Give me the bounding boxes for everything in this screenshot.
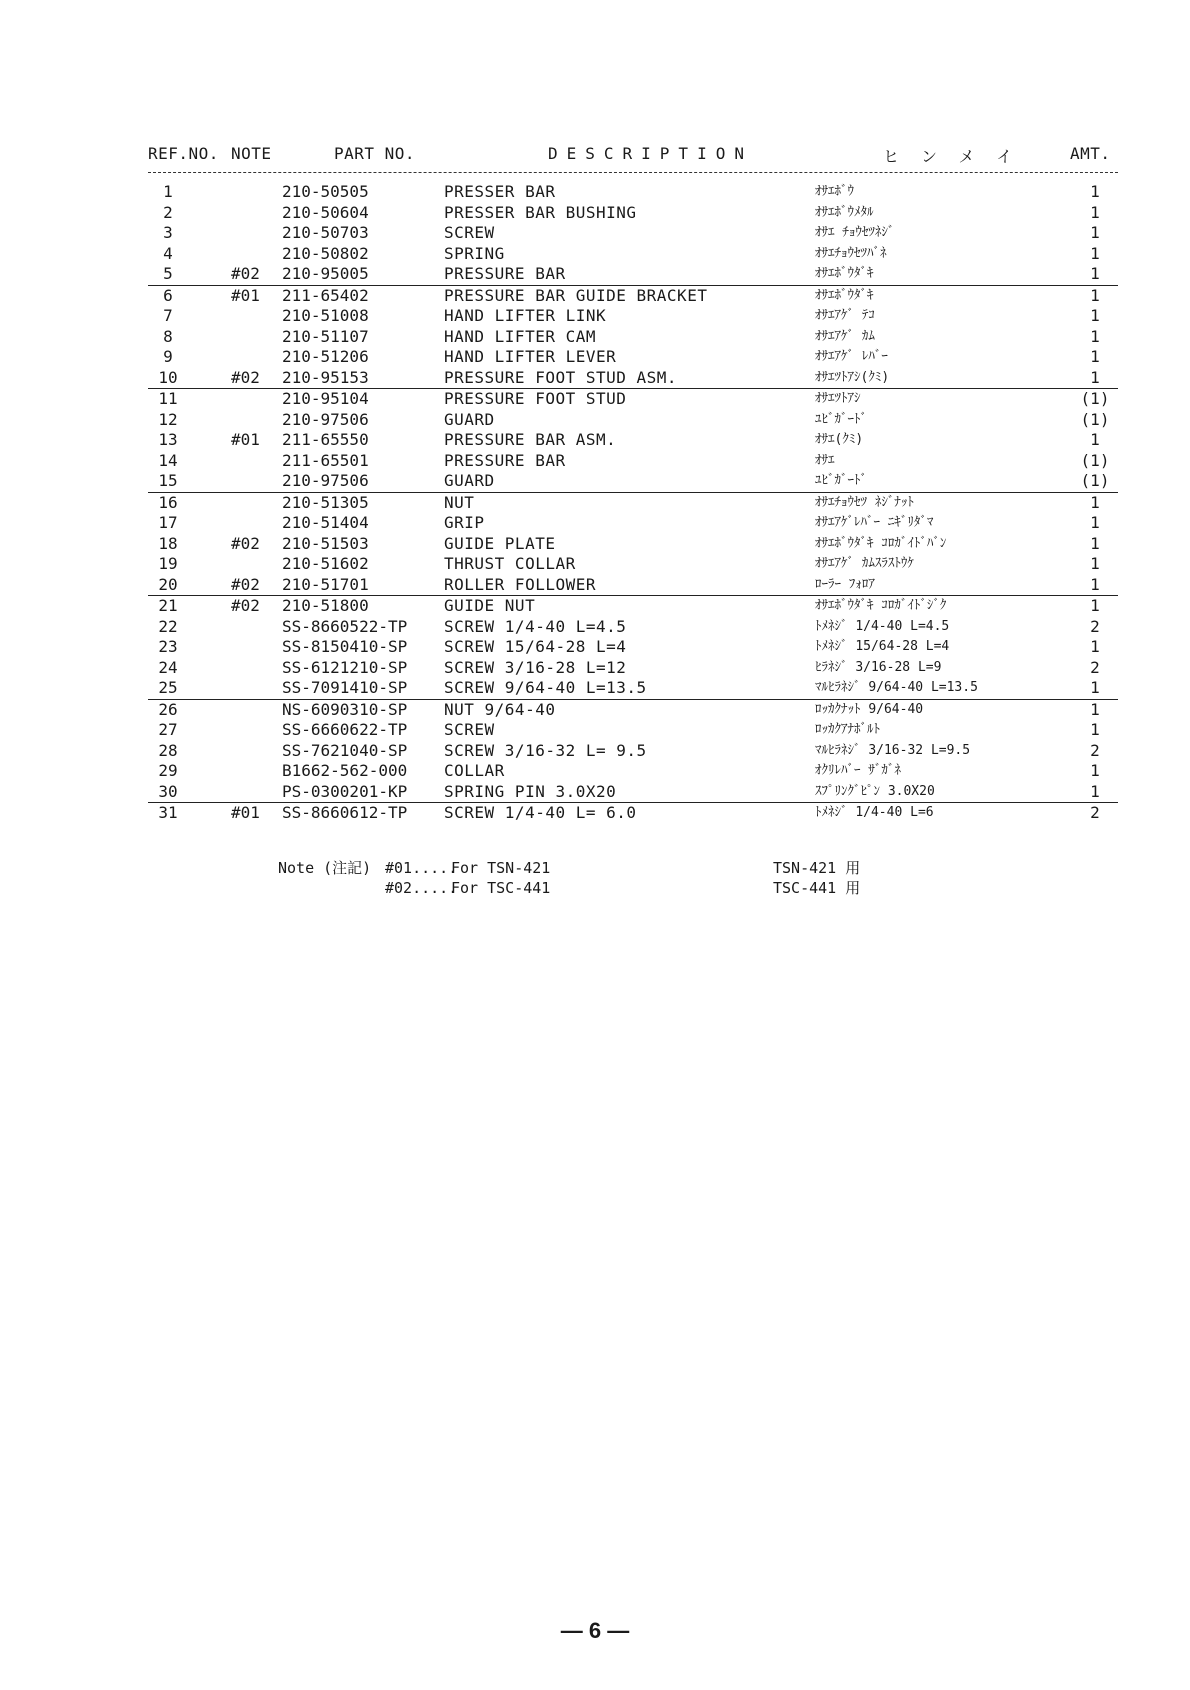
table-row — [148, 637, 1118, 658]
cell-name-kana: ｵｻｴﾎﾞｳﾒﾀﾙ — [815, 204, 874, 220]
cell-name-kana: ｵｻｴｱｹﾞ ｶﾑ — [815, 328, 875, 344]
cell-description: GUIDE PLATE — [444, 533, 556, 553]
table-row — [148, 286, 1118, 307]
cell-ref-no: 22 — [158, 616, 178, 636]
note-02-code: #02..... — [385, 879, 458, 897]
table-row — [148, 203, 1118, 224]
note-02-text: For TSC-441 — [451, 879, 551, 897]
cell-description: SPRING PIN 3.0X20 — [444, 781, 617, 801]
cell-amount: 1 — [1090, 347, 1100, 366]
cell-amount: (1) — [1080, 471, 1110, 490]
cell-name-kana: ﾛｰﾗｰ ﾌｫﾛｱ — [815, 576, 875, 592]
cell-description: GRIP — [444, 513, 485, 532]
cell-amount: 1 — [1090, 306, 1100, 325]
cell-ref-no: 16 — [158, 492, 178, 512]
cell-note: #02 — [231, 574, 260, 594]
cell-note: #02 — [231, 596, 260, 615]
cell-description: PRESSER BAR BUSHING — [444, 202, 637, 222]
cell-part-no: 210-51008 — [282, 306, 369, 325]
cell-ref-no: 27 — [158, 720, 178, 739]
cell-note: #01 — [231, 803, 260, 822]
cell-name-kana: ﾏﾙﾋﾗﾈｼﾞ 9/64-40 L=13.5 — [815, 680, 978, 695]
cell-amount: 1 — [1090, 781, 1100, 801]
cell-part-no: SS-6121210-SP — [282, 657, 408, 677]
cell-description: SPRING — [444, 243, 505, 263]
cell-ref-no: 2 — [163, 202, 173, 222]
cell-name-kana: ﾛｯｶｸﾅｯﾄ 9/64-40 — [815, 701, 924, 717]
cell-amount: (1) — [1080, 450, 1110, 470]
cell-note: #02 — [231, 264, 260, 283]
table-row — [148, 554, 1118, 575]
cell-amount: 1 — [1090, 285, 1100, 305]
notes-label: Note (注記) — [278, 859, 372, 877]
cell-name-kana: ﾋﾗﾈｼﾞ 3/16-28 L=9 — [815, 659, 942, 675]
cell-name-kana: ｵｻｴﾎﾞｳ — [815, 184, 854, 199]
cell-name-kana: ﾏﾙﾋﾗﾈｼﾞ 3/16-32 L=9.5 — [815, 742, 971, 758]
cell-ref-no: 10 — [158, 367, 178, 387]
table-row — [148, 720, 1118, 741]
cell-description: PRESSURE BAR — [444, 450, 566, 470]
cell-name-kana: ｵｸﾘﾚﾊﾞｰ ｻﾞｶﾞﾈ — [815, 763, 901, 778]
cell-amount: 1 — [1090, 430, 1100, 449]
cell-name-kana: ﾄﾒﾈｼﾞ 1/4-40 L=4.5 — [815, 618, 950, 634]
cell-description: ROLLER FOLLOWER — [444, 574, 596, 594]
cell-part-no: 210-50802 — [282, 243, 369, 263]
cell-part-no: 210-51206 — [282, 347, 369, 366]
cell-ref-no: 18 — [158, 533, 178, 553]
cell-ref-no: 28 — [158, 740, 178, 760]
cell-name-kana: ｵｻｴ — [815, 452, 835, 468]
cell-ref-no: 20 — [158, 574, 178, 594]
cell-description: GUIDE NUT — [444, 596, 536, 615]
cell-part-no: 211-65501 — [282, 450, 369, 470]
cell-amount: 1 — [1090, 554, 1100, 573]
cell-description: HAND LIFTER LEVER — [444, 347, 617, 366]
cell-name-kana: ｵｻｴﾂﾄｱｼ — [815, 391, 861, 406]
cell-description: SCREW — [444, 720, 495, 739]
cell-amount: 1 — [1090, 533, 1100, 553]
cell-part-no: 210-50703 — [282, 223, 369, 242]
cell-part-no: B1662-562-000 — [282, 761, 408, 780]
cell-description: COLLAR — [444, 761, 505, 780]
cell-name-kana: ﾄﾒﾈｼﾞ 1/4-40 L=6 — [815, 805, 934, 820]
cell-amount: 1 — [1090, 492, 1100, 512]
cell-amount: 1 — [1090, 678, 1100, 697]
cell-part-no: 210-51107 — [282, 326, 369, 346]
cell-name-kana: ﾕﾋﾞｶﾞｰﾄﾞ — [815, 411, 867, 427]
cell-ref-no: 3 — [163, 223, 173, 242]
cell-amount: 1 — [1090, 243, 1100, 263]
cell-ref-no: 12 — [158, 409, 178, 429]
cell-name-kana: ﾄﾒﾈｼﾞ 15/64-28 L=4 — [815, 639, 950, 654]
cell-amount: 1 — [1090, 574, 1100, 594]
cell-name-kana: ｵｻｴ(ｸﾐ) — [815, 432, 864, 447]
cell-part-no: SS-6660622-TP — [282, 720, 408, 739]
cell-name-kana: ｵｻｴﾎﾞｳﾀﾞｷ — [815, 287, 874, 303]
notes-japanese — [773, 858, 860, 898]
cell-part-no: NS-6090310-SP — [282, 699, 408, 719]
cell-part-no: 210-95005 — [282, 264, 369, 283]
cell-amount: 1 — [1090, 761, 1100, 780]
cell-name-kana: ｵｻｴﾂﾄｱｼ(ｸﾐ) — [815, 369, 890, 385]
cell-part-no: 211-65402 — [282, 285, 369, 305]
cell-ref-no: 5 — [163, 264, 173, 283]
cell-ref-no: 21 — [158, 596, 178, 615]
cell-part-no: 210-51404 — [282, 513, 369, 532]
table-row — [148, 513, 1118, 534]
cell-part-no: 210-51800 — [282, 596, 369, 615]
header-description: DESCRIPTION — [548, 144, 753, 163]
cell-description: HAND LIFTER CAM — [444, 326, 596, 346]
table-row — [148, 471, 1118, 493]
cell-description: THRUST COLLAR — [444, 554, 576, 573]
cell-ref-no: 1 — [163, 182, 173, 201]
table-row — [148, 493, 1118, 514]
cell-part-no: 211-65550 — [282, 430, 369, 449]
page-number: — 6 — — [560, 1618, 630, 1643]
table-row — [148, 575, 1118, 597]
cell-ref-no: 30 — [158, 781, 178, 801]
cell-amount: 1 — [1090, 223, 1100, 242]
cell-part-no: 210-51503 — [282, 533, 369, 553]
cell-description: SCREW — [444, 223, 495, 242]
cell-part-no: 210-95153 — [282, 367, 369, 387]
cell-amount: 1 — [1090, 720, 1100, 739]
cell-part-no: 210-97506 — [282, 471, 369, 490]
cell-description: NUT 9/64-40 — [444, 699, 556, 719]
cell-description: SCREW 1/4-40 L=4.5 — [444, 616, 627, 636]
table-row — [148, 658, 1118, 679]
cell-description: GUARD — [444, 471, 495, 490]
cell-name-kana: ｵｻｴｱｹﾞ ｶﾑｽﾗｽﾄｳｹ — [815, 556, 914, 571]
table-row — [148, 534, 1118, 555]
table-row — [148, 430, 1118, 451]
cell-part-no: SS-8660522-TP — [282, 616, 408, 636]
table-row — [148, 347, 1118, 368]
cell-name-kana: ｵｻｴﾁｮｳｾﾂ ﾈｼﾞﾅｯﾄ — [815, 494, 914, 510]
cell-amount: 2 — [1090, 657, 1100, 677]
table-row — [148, 244, 1118, 265]
cell-description: PRESSURE BAR ASM. — [444, 430, 617, 449]
cell-description: SCREW 9/64-40 L=13.5 — [444, 678, 647, 697]
cell-note: #01 — [231, 285, 260, 305]
cell-ref-no: 15 — [158, 471, 178, 490]
cell-description: SCREW 3/16-32 L= 9.5 — [444, 740, 647, 760]
table-row — [148, 327, 1118, 348]
table-row — [148, 306, 1118, 327]
cell-ref-no: 26 — [158, 699, 178, 719]
cell-description: PRESSURE FOOT STUD — [444, 389, 627, 408]
cell-amount: 2 — [1090, 803, 1100, 822]
cell-part-no: SS-8150410-SP — [282, 637, 408, 656]
table-row — [148, 368, 1118, 390]
header-note: NOTE — [231, 144, 272, 163]
cell-part-no: 210-97506 — [282, 409, 369, 429]
cell-description: SCREW 1/4-40 L= 6.0 — [444, 803, 637, 822]
cell-ref-no: 29 — [158, 761, 178, 780]
cell-note: #01 — [231, 430, 260, 449]
cell-ref-no: 19 — [158, 554, 178, 573]
cell-ref-no: 17 — [158, 513, 178, 532]
cell-ref-no: 24 — [158, 657, 178, 677]
cell-part-no: SS-8660612-TP — [282, 803, 408, 822]
cell-name-kana: ﾕﾋﾞｶﾞｰﾄﾞ — [815, 473, 867, 488]
cell-amount: 1 — [1090, 264, 1100, 283]
cell-amount: 1 — [1090, 637, 1100, 656]
cell-amount: 2 — [1090, 616, 1100, 636]
cell-part-no: 210-50604 — [282, 202, 369, 222]
cell-part-no: 210-95104 — [282, 389, 369, 408]
table-row — [148, 617, 1118, 638]
cell-amount: 1 — [1090, 367, 1100, 387]
cell-description: PRESSER BAR — [444, 182, 556, 201]
table-row — [148, 596, 1118, 617]
table-row — [148, 389, 1118, 410]
cell-amount: 1 — [1090, 202, 1100, 222]
cell-description: PRESSURE BAR — [444, 264, 566, 283]
cell-description: SCREW 15/64-28 L=4 — [444, 637, 627, 656]
cell-ref-no: 4 — [163, 243, 173, 263]
cell-ref-no: 9 — [163, 347, 173, 366]
table-row — [148, 782, 1118, 804]
cell-ref-no: 8 — [163, 326, 173, 346]
cell-name-kana: ｵｻｴｱｹﾞ ﾃｺ — [815, 308, 875, 323]
cell-ref-no: 31 — [158, 803, 178, 822]
cell-description: PRESSURE FOOT STUD ASM. — [444, 367, 678, 387]
table-row — [148, 761, 1118, 782]
cell-note: #02 — [231, 367, 260, 387]
cell-part-no: 210-51602 — [282, 554, 369, 573]
table-row — [148, 678, 1118, 700]
cell-name-kana: ｵｻｴﾎﾞｳﾀﾞｷ — [815, 266, 874, 281]
cell-ref-no: 13 — [158, 430, 178, 449]
cell-part-no: 210-51701 — [282, 574, 369, 594]
cell-ref-no: 7 — [163, 306, 173, 325]
cell-ref-no: 6 — [163, 285, 173, 305]
cell-name-kana: ｵｻｴｱｹﾞ ﾚﾊﾞｰ — [815, 349, 888, 364]
table-row — [148, 700, 1118, 721]
cell-ref-no: 23 — [158, 637, 178, 656]
cell-part-no: 210-51305 — [282, 492, 369, 512]
cell-name-kana: ｵｻｴﾎﾞｳﾀﾞｷ ｺﾛｶﾞｲﾄﾞﾊﾞﾝ — [815, 535, 947, 551]
cell-name-kana: ﾛｯｶｸｱﾅﾎﾞﾙﾄ — [815, 722, 880, 737]
table-row — [148, 741, 1118, 762]
cell-name-kana: ｵｻｴ ﾁｮｳｾﾂﾈｼﾞ — [815, 225, 895, 240]
note-02-japanese: TSC-441 用 — [773, 879, 861, 897]
table-row — [148, 410, 1118, 431]
table-row — [148, 264, 1118, 286]
cell-ref-no: 14 — [158, 450, 178, 470]
header-amount: AMT. — [1070, 144, 1111, 163]
table-row — [148, 182, 1118, 203]
table-row — [148, 223, 1118, 244]
cell-name-kana: ｵｻｴﾎﾞｳﾀﾞｷ ｺﾛｶﾞｲﾄﾞｼﾞｸ — [815, 598, 947, 613]
note-01-code: #01..... — [385, 859, 458, 877]
cell-name-kana: ｵｻｴﾁｮｳｾﾂﾊﾞﾈ — [815, 245, 887, 261]
table-row — [148, 803, 1118, 824]
note-01-text: For TSN-421 — [451, 859, 551, 877]
cell-ref-no: 11 — [158, 389, 178, 408]
cell-part-no: SS-7091410-SP — [282, 678, 408, 697]
cell-amount: (1) — [1080, 389, 1110, 408]
note-01-japanese: TSN-421 用 — [773, 859, 861, 877]
cell-amount: 1 — [1090, 182, 1100, 201]
cell-description: NUT — [444, 492, 475, 512]
cell-part-no: PS-0300201-KP — [282, 781, 408, 801]
header-divider — [148, 172, 1118, 173]
cell-ref-no: 25 — [158, 678, 178, 697]
cell-description: SCREW 3/16-28 L=12 — [444, 657, 627, 677]
cell-part-no: SS-7621040-SP — [282, 740, 408, 760]
parts-table — [148, 182, 1118, 824]
cell-part-no: 210-50505 — [282, 182, 369, 201]
header-part-no: PART NO. — [334, 144, 416, 163]
cell-name-kana: ｵｻｴｱｹﾞﾚﾊﾞｰ ﾆｷﾞﾘﾀﾞﾏ — [815, 515, 934, 530]
header-ref-no: REF.NO. — [148, 144, 219, 163]
cell-name-kana: ｽﾌﾟﾘﾝｸﾞﾋﾟﾝ 3.0X20 — [815, 783, 935, 799]
cell-description: PRESSURE BAR GUIDE BRACKET — [444, 285, 708, 305]
cell-amount: 1 — [1090, 596, 1100, 615]
cell-amount: 1 — [1090, 513, 1100, 532]
cell-description: HAND LIFTER LINK — [444, 306, 607, 325]
table-row — [148, 451, 1118, 472]
cell-amount: 1 — [1090, 326, 1100, 346]
table-header — [148, 140, 1118, 176]
cell-amount: 1 — [1090, 699, 1100, 719]
cell-amount: 2 — [1090, 740, 1100, 760]
cell-description: GUARD — [444, 409, 495, 429]
cell-amount: (1) — [1080, 409, 1110, 429]
cell-note: #02 — [231, 533, 260, 553]
header-name-kana: ヒンメイ — [883, 147, 1035, 166]
